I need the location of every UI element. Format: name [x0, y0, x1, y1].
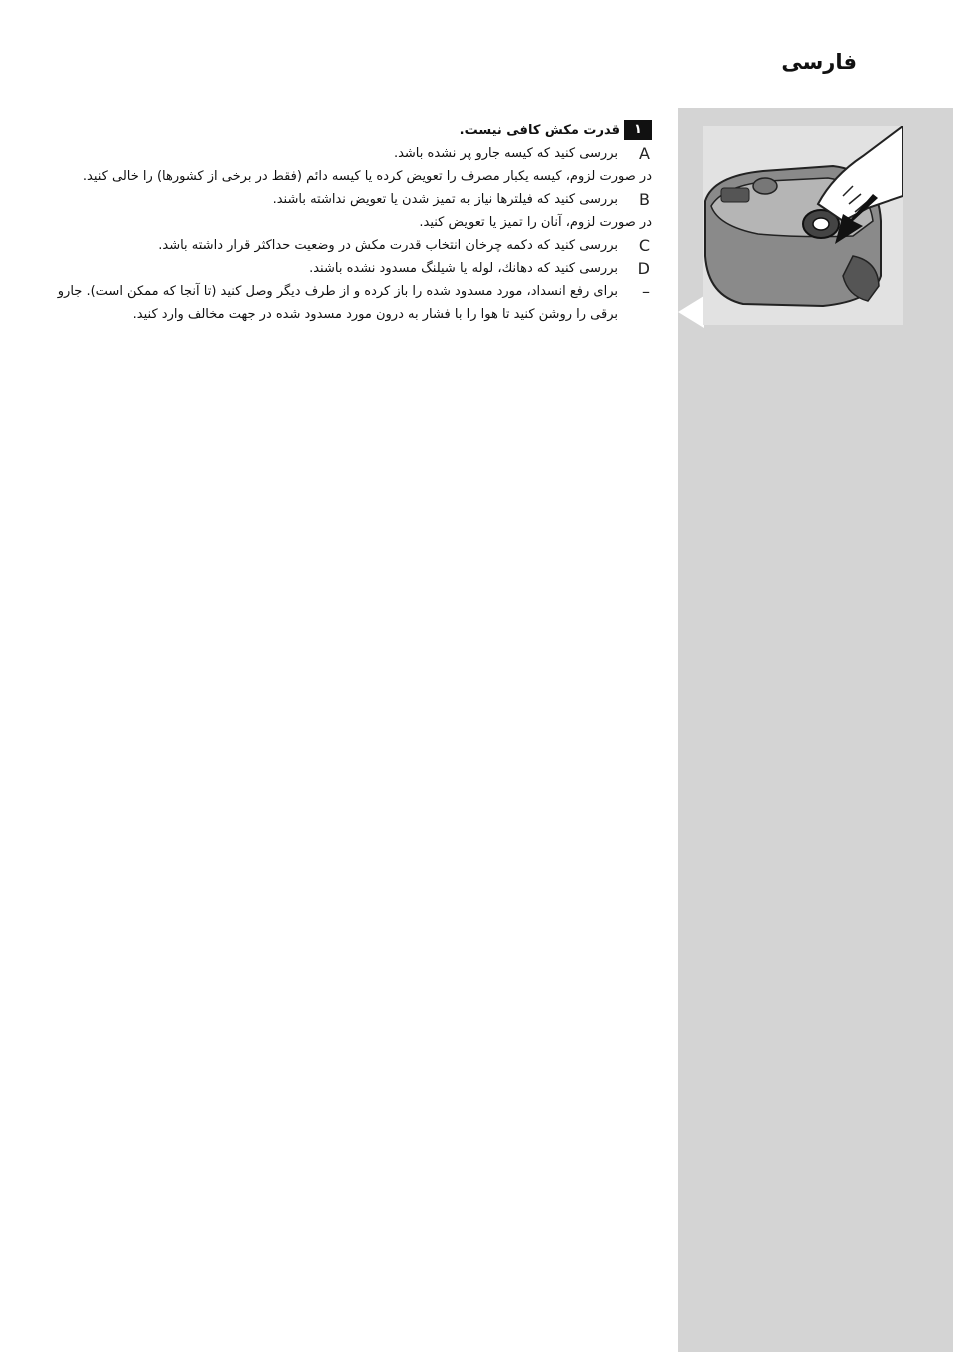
language-title: فارسی — [781, 50, 857, 74]
item-text: در صورت لزوم، کیسه یکبار مصرف را تعویض کرده یا کیسه دائم (فقط در برخی از کشورها) را خالی کنید. — [82, 169, 652, 184]
item-text: بررسی کنید که دکمه چرخان انتخاب قدرت مکش در وضعیت حداکثر قرار داشته باشد. — [158, 238, 618, 253]
item-marker: A — [639, 144, 650, 163]
item-marker: – — [642, 282, 650, 301]
item-marker: B — [639, 190, 650, 209]
item-text: برای رفع انسداد، مورد مسدود شده را باز کرده و از طرف دیگر وصل کنید (تا آنجا که ممکن است). جارو برقی را روشن کنید تا هوا را با فشار به درون مورد مسدود شده در جهت مخالف وارد کنید. — [57, 284, 618, 322]
list-item — [52, 165, 652, 188]
list-item — [52, 234, 652, 257]
item-marker: C — [638, 236, 650, 255]
section-heading — [52, 118, 652, 142]
problem-title: قدرت مکش کافی نیست. — [459, 122, 620, 138]
troubleshooting-section — [52, 118, 652, 326]
item-text: در صورت لزوم، آنان را تمیز یا تعویض کنید. — [419, 215, 652, 230]
list-item — [52, 280, 652, 326]
item-text: بررسی کنید که کیسه جارو پر نشده باشد. — [393, 146, 618, 161]
list-item — [52, 188, 652, 211]
panel-pointer — [678, 296, 704, 328]
step-number: ١ — [624, 120, 652, 140]
item-text: بررسی کنید که فیلترها نیاز به تمیز شدن یا تعویض نداشته باشند. — [272, 192, 618, 207]
item-marker: D — [637, 259, 650, 278]
list-item — [52, 211, 652, 234]
vacuum-hose-icon — [703, 126, 903, 325]
vacuum-cleaner-illustration — [703, 126, 903, 325]
list-item — [52, 257, 652, 280]
item-text: بررسی کنید که دهانك، لوله یا شیلنگ مسدود نشده باشند. — [309, 261, 618, 276]
list-item — [52, 142, 652, 165]
